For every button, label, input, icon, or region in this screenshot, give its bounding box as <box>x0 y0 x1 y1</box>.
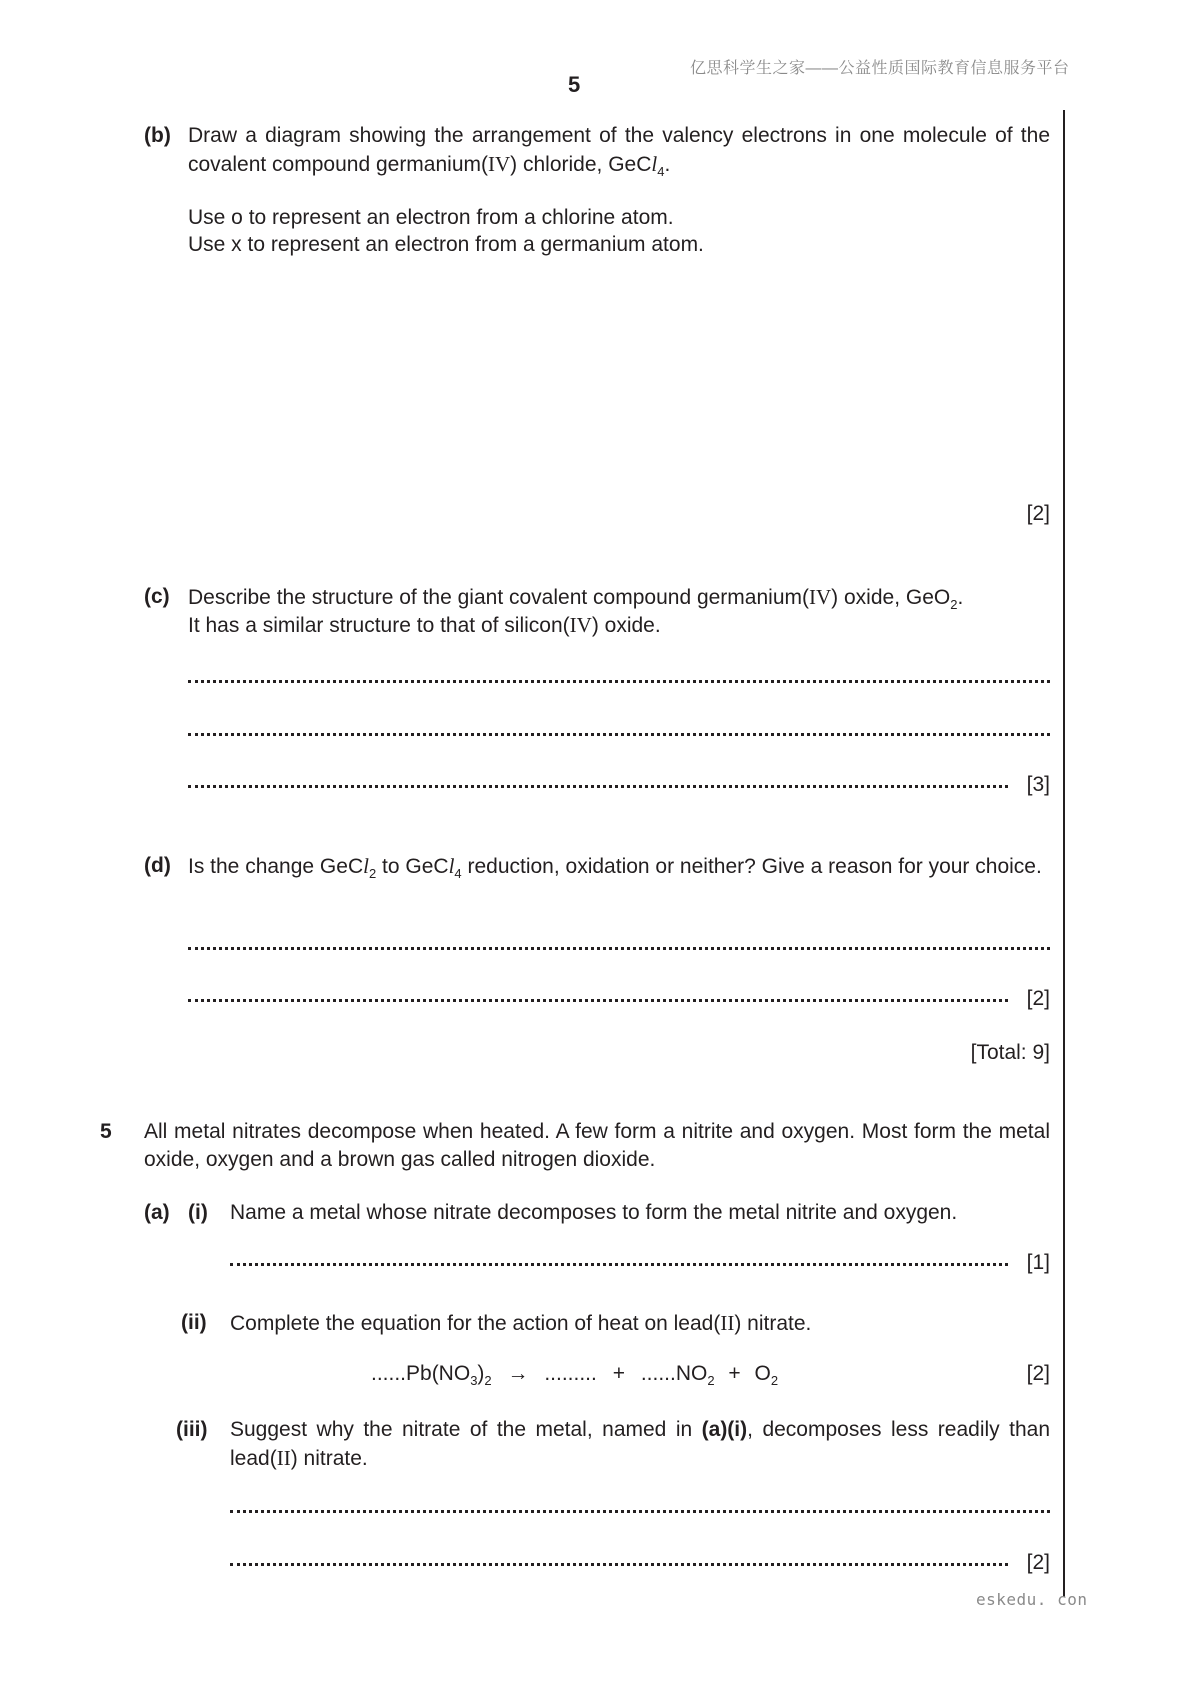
q5aii-mark: [2] <box>1026 1362 1050 1385</box>
q4d-question: Is the change GeCl$_2$ to GeCl$_4$ reduction, oxidation or neither? Give a reason for your choice. <box>188 854 1042 881</box>
q4b-label: (b) <box>144 124 171 147</box>
q4c-question-line2: It has a similar structure to that of silicon(IV) oxide. <box>188 613 661 637</box>
q4d-answer-line-2[interactable] <box>188 991 1008 1002</box>
q5aiii-question: Suggest why the nitrate of the metal, named in (a)(i), decomposes less readily than lead(II) nitrate. <box>230 1418 1050 1470</box>
q4d-answer-line-1[interactable] <box>188 939 1050 950</box>
reaction-arrow-icon: → <box>507 1362 529 1385</box>
q4b-instruction-chlorine: Use o to represent an electron from a chlorine atom. <box>188 206 674 229</box>
footer-url: eskedu. con <box>976 1590 1088 1609</box>
q4c-mark: [3] <box>1026 773 1050 796</box>
q4d-mark: [2] <box>1026 987 1050 1010</box>
q4d-label: (d) <box>144 854 171 877</box>
q4b-question: Draw a diagram showing the arrangement of the valency electrons in one molecule of the covalent compound germanium(IV) chloride, GeCl$_4$. <box>188 124 1050 179</box>
page-number: 5 <box>568 72 581 97</box>
q4b-mark: [2] <box>1026 502 1050 525</box>
q5aiii-label: (iii) <box>176 1418 208 1441</box>
q4c-question-line1: Describe the structure of the giant covalent compound germanium(IV) oxide, GeO$_2$. <box>188 585 964 612</box>
watermark-header: 亿思科学生之家——公益性质国际教育信息服务平台 <box>690 60 1070 77</box>
q5ai-question: Name a metal whose nitrate decomposes to form the metal nitrite and oxygen. <box>230 1201 958 1224</box>
q5a-label: (a) <box>144 1201 170 1224</box>
q5ai-answer-line[interactable] <box>230 1255 1008 1266</box>
q4c-answer-line-1[interactable] <box>188 672 1050 683</box>
q5aii-question: Complete the equation for the action of heat on lead(II) nitrate. <box>230 1311 812 1335</box>
q4b-instruction-germanium: Use x to represent an electron from a germanium atom. <box>188 233 704 256</box>
q5ai-mark: [1] <box>1026 1251 1050 1274</box>
q5aii-label: (ii) <box>181 1311 207 1334</box>
q4c-answer-line-2[interactable] <box>188 725 1050 736</box>
diagram-answer-space[interactable] <box>188 262 1050 492</box>
q5ai-label: (i) <box>188 1201 208 1224</box>
q4c-answer-line-3[interactable] <box>188 777 1008 788</box>
q5aiii-answer-line-2[interactable] <box>230 1555 1008 1566</box>
q5aiii-mark: [2] <box>1026 1551 1050 1574</box>
q5aii-equation: $......Pb(NO_3)_2$ → ......... + $......NO_2 + O_2$ <box>371 1362 779 1388</box>
q4-total-mark: [Total: 9] <box>970 1041 1050 1064</box>
q5aiii-answer-line-1[interactable] <box>230 1502 1050 1513</box>
q5-number: 5 <box>100 1120 112 1143</box>
q4c-label: (c) <box>144 585 170 608</box>
margin-rule <box>1063 110 1065 1597</box>
q5-intro: All metal nitrates decompose when heated. A few form a nitrite and oxygen. Most form the metal oxide, oxygen and a brown gas called nitrogen dioxide. <box>144 1120 1050 1171</box>
